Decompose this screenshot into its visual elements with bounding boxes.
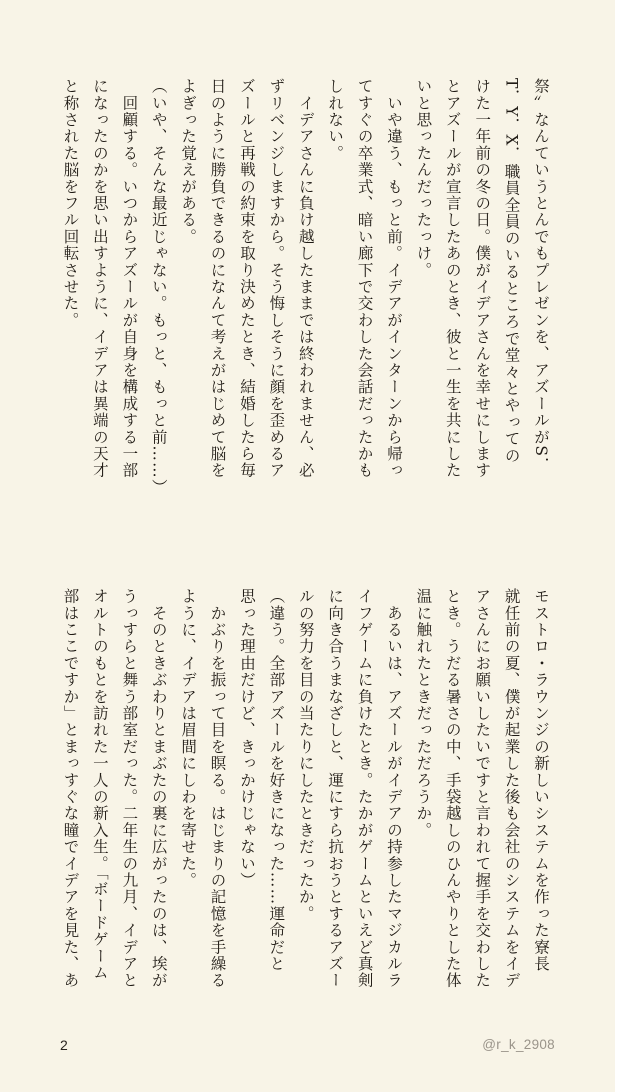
text-column: 温に触れたときだっただろうか。 [414, 588, 433, 839]
text-column: 祭〟なんていうとんでもプレゼンを、アズールがS． [532, 78, 550, 474]
text-column: アさんにお願いしたいですと言われて握手を交わした [473, 588, 492, 989]
text-column: （いや、そんな最近じゃない。もっと、もっと前……） [149, 78, 168, 496]
text-column: よぎった覚えがある。 [179, 78, 198, 245]
text-column: に向き合うまなざしと、運にすら抗おうとするアズー [326, 588, 345, 989]
text-column: と称された脳をフル回転させた。 [61, 78, 80, 329]
text-column: てすぐの卒業式、暗い廊下で交わした会話だったかも [355, 78, 374, 479]
text-column: とき。うだる暑さの中、手袋越しのひんやりとした体 [443, 588, 462, 989]
text-column: けた一年前の冬の日。僕がイデアさんを幸せにします [473, 78, 492, 479]
text-column: 就任前の夏、僕が起業した後も会社のシステムをイデ [502, 588, 521, 989]
text-column: イデアさんに負け越したままでは終われません、必 [296, 78, 315, 479]
text-column: うっすらと舞う部室だった。二年生の九月、イデアと [120, 588, 139, 989]
text-column: あるいは、アズールがイデアの持参したマジカルラ [384, 588, 403, 989]
lower-text-block [55, 588, 555, 1040]
text-column: オルトのもとを訪れた一人の新入生。「ボードゲーム [90, 588, 109, 982]
text-column: ように、イデアは眉間にしわを寄せた。 [179, 588, 198, 889]
text-column: しれない。 [326, 78, 345, 162]
text-column: ずリベンジしますから。そう悔しそうに顔を歪めるア [267, 78, 286, 479]
text-column: になったのかを思い出すように、イデアは異端の天才 [90, 78, 109, 479]
text-column: かぶりを振って目を瞑る。はじまりの記憶を手繰る [208, 588, 227, 989]
author-credit: @r_k_2908 [482, 1037, 555, 1052]
text-column: T．Y．X．職員全員のいるところで堂々とやっての [502, 78, 521, 464]
text-column: 思った理由だけど、きっかけじゃない） [237, 588, 256, 889]
text-column: そのときぶわりとまぶたの裏に広がったのは、埃が [149, 588, 168, 989]
text-column: イフゲームに負けたとき。たかがゲームといえど真剣 [355, 588, 374, 989]
text-column: いと思ったんだったっけ。 [414, 78, 433, 279]
text-column: 日のように勝負できるのになんて考えがはじめて脳を [208, 78, 227, 479]
page-number: 2 [60, 1037, 68, 1053]
text-column: とアズールが宣言したあのとき、彼と一生を共にした [443, 78, 462, 479]
text-column: 部はここですか」とまっすぐな瞳でイデアを見た、あ [61, 588, 80, 989]
text-column: ルの努力を目の当たりにしたときだったか。 [296, 588, 315, 922]
text-column: 回顧する。いつからアズールが自身を構成する一部 [120, 78, 139, 479]
text-column: いや違う、もっと前。イデアがインターンから帰っ [384, 78, 403, 479]
text-column: モストロ・ラウンジの新しいシステムを作った寮長 [532, 588, 550, 973]
text-column: （違う。全部アズールを好きになった……運命だと [267, 588, 286, 973]
text-column: ズールと再戦の約束を取り決めたとき、結婚したら毎 [237, 78, 256, 479]
upper-text-block [55, 78, 555, 530]
